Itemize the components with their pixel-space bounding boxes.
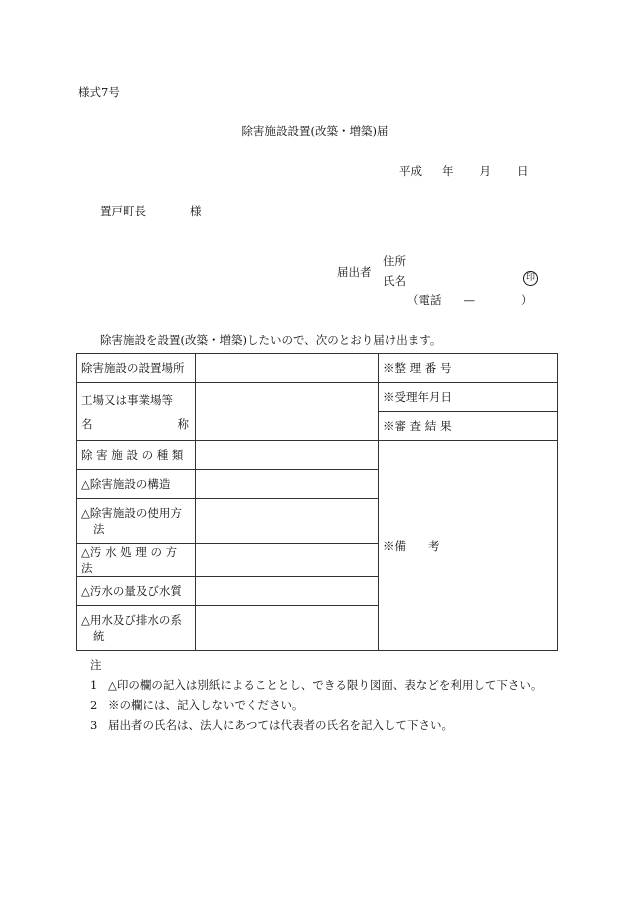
note-item [90,697,304,713]
note-number: 3 [90,718,98,732]
location-label: 除害施設の設置場所 [77,354,196,383]
note-item [90,717,453,733]
phone-open: （電話 [407,293,442,307]
factory-name-field[interactable] [196,383,379,441]
document-title: 除害施設設置(改築・増築)届 [241,124,389,138]
water-system-label [77,606,196,651]
note-text: 届出者の氏名は、法人にあつては代表者の氏名を記入して下さい。 [108,718,453,732]
seal-mark: 印 [523,271,538,286]
usage-line1: △除害施設の使用方 [81,506,182,520]
factory-name-b: 称 [177,416,189,431]
usage-line2: 法 [93,522,105,536]
phone-line [407,292,533,308]
note-text: ※の欄には、記入しないでください。 [108,698,304,712]
remarks-label-a: ※備 [383,538,406,553]
date-day: 日 [517,164,529,178]
note-text: △印の欄の記入は別紙によることとし、できる限り図面、表などを利用して下さい。 [108,678,543,692]
review-result-label: ※審 査 結 果 [379,412,558,441]
usage-field[interactable] [196,499,379,544]
lead-text: 除害施設を設置(改築・増築)したいので、次のとおり届け出ます。 [100,333,442,347]
date-month: 月 [479,164,491,178]
date-era: 平成 [399,164,422,178]
addressee [100,203,202,219]
water-system-field[interactable] [196,606,379,651]
usage-label [77,499,196,544]
water-system-line2: 統 [93,629,105,643]
structure-field[interactable] [196,470,379,499]
note-number: 1 [90,678,98,692]
remarks-label-b: 考 [428,538,440,553]
addressee-name: 置戸町長 [100,204,146,218]
water-system-line1: △用水及び排水の系 [81,613,182,627]
location-field[interactable] [196,354,379,383]
phone-close: ） [521,293,533,307]
applicant-label: 届出者 [337,265,372,279]
structure-label: △除害施設の構造 [77,470,196,499]
wastewater-method-field[interactable] [196,544,379,577]
notes-heading: 注 [90,658,102,672]
wastewater-quality-label: △汚水の量及び水質 [77,577,196,606]
notification-table [76,353,558,651]
date-line [399,163,529,179]
factory-line1: 工場又は事業場等 [81,392,173,407]
note-number: 2 [90,698,98,712]
note-item [90,677,542,693]
facility-type-field[interactable] [196,441,379,470]
form-number: 様式7号 [78,85,120,99]
wastewater-quality-field[interactable] [196,577,379,606]
date-year: 年 [442,164,454,178]
factory-name-label [77,383,196,441]
reg-number-label: ※整 理 番 号 [379,354,558,383]
wastewater-method-label: △汚 水 処 理 の 方 法 [77,544,196,577]
phone-dash: — [463,293,475,307]
factory-name-a: 名 [81,416,93,431]
name-label: 氏名 [383,274,406,288]
remarks-cell[interactable] [379,441,558,651]
addressee-suffix: 様 [190,204,202,218]
received-date-label: ※受理年月日 [379,383,558,412]
facility-type-label: 除 害 施 設 の 種 類 [77,441,196,470]
address-label: 住所 [383,254,406,268]
